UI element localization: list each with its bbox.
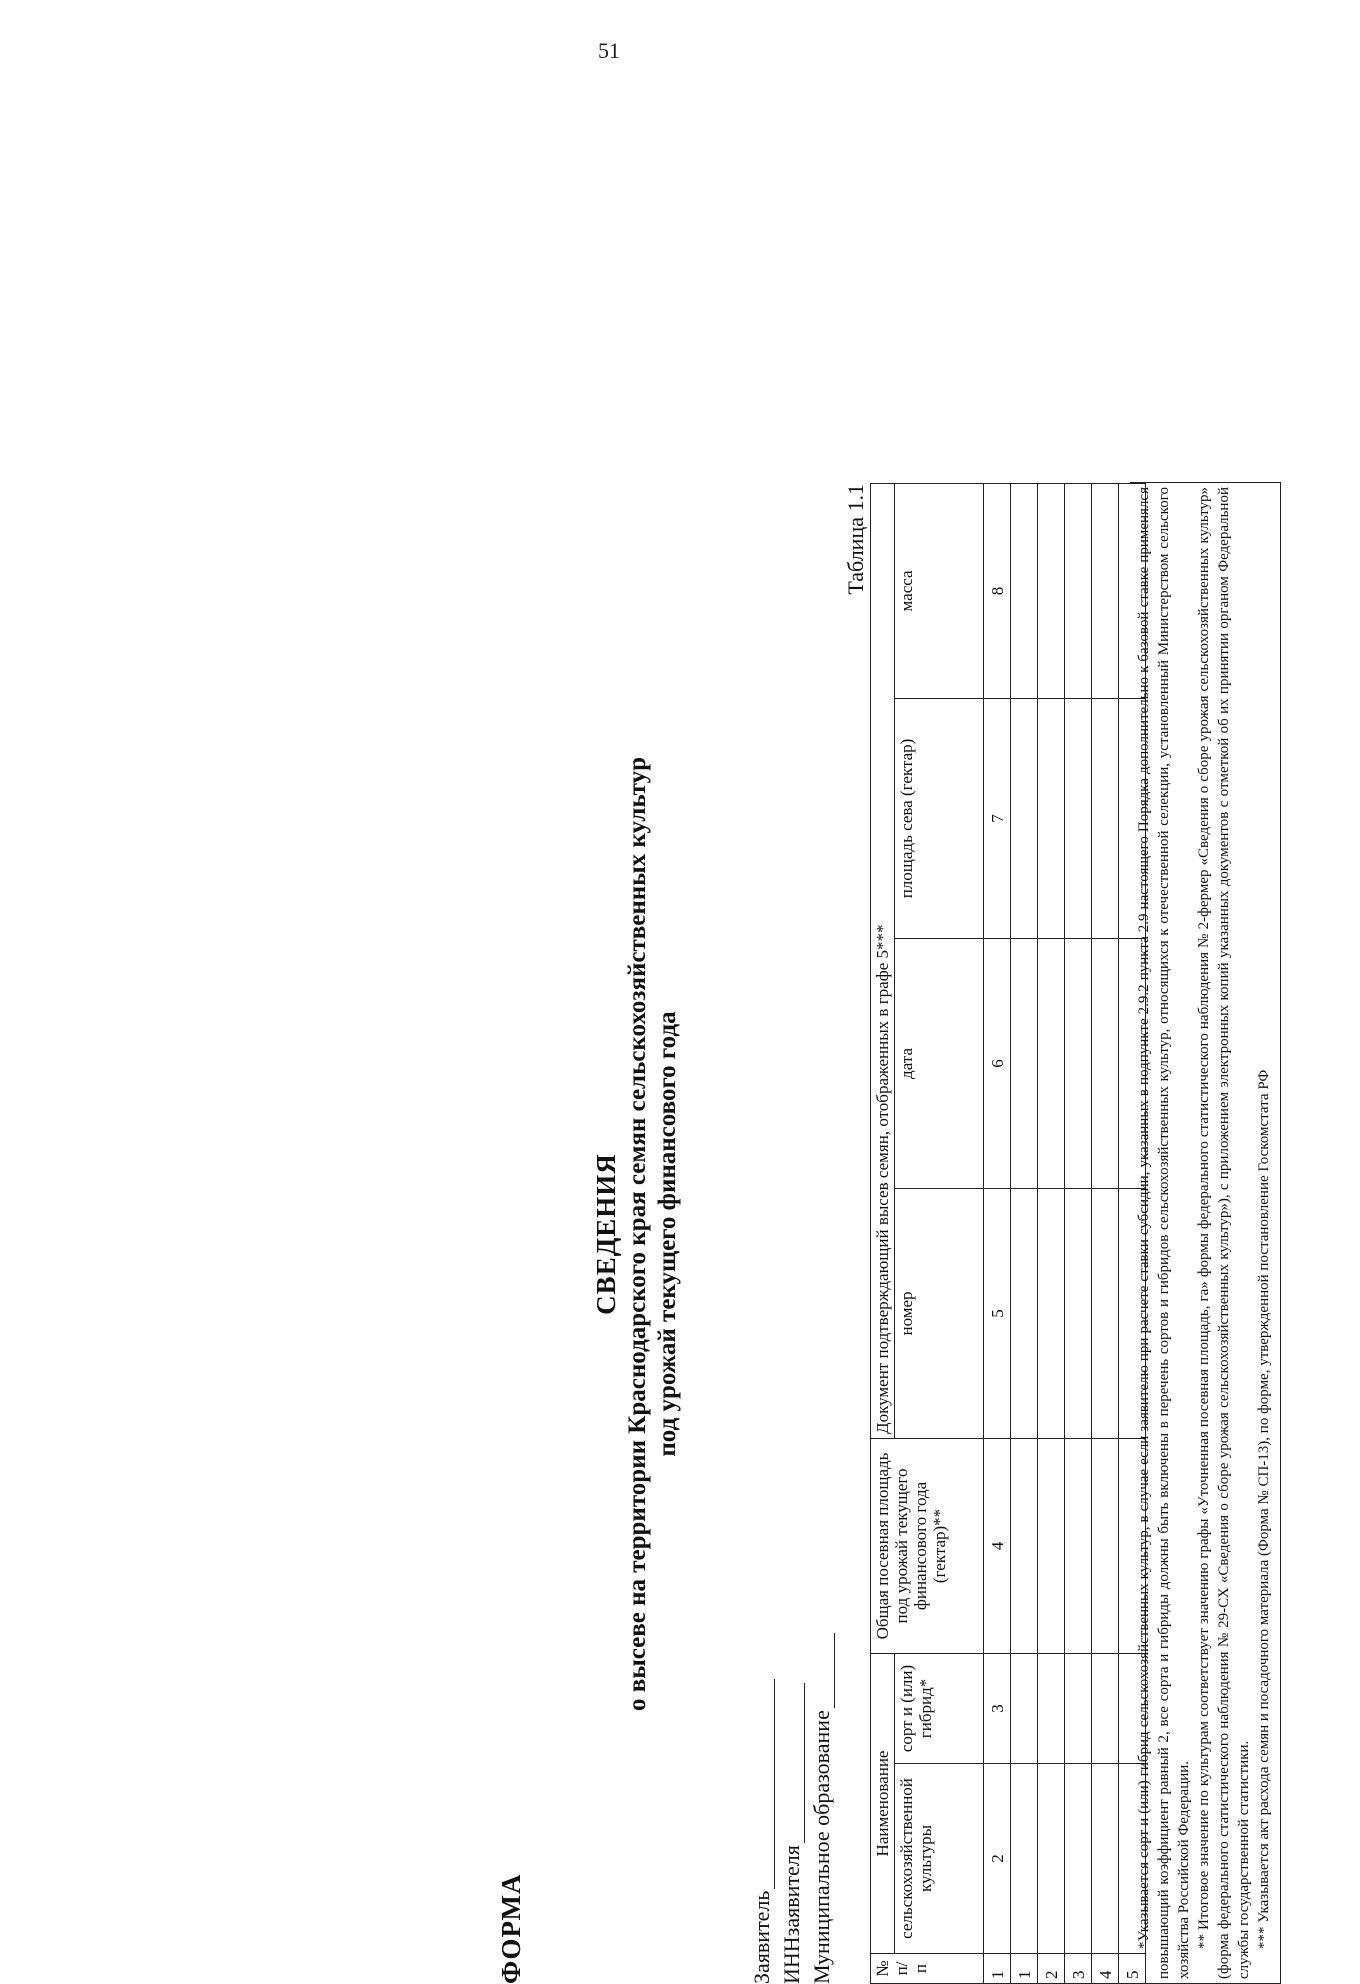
table-cell[interactable]	[1011, 1653, 1038, 1763]
applicant-row	[745, 1633, 775, 1984]
table-cell[interactable]	[1011, 938, 1038, 1188]
table-row	[1092, 483, 1119, 1983]
header-sowing-area: площадь сева (гектар)	[895, 698, 984, 938]
table-cell[interactable]	[1092, 698, 1119, 938]
header-crop: сельскохозяйственной культуры	[895, 1764, 984, 1954]
table-cell[interactable]	[1038, 938, 1065, 1188]
column-index: 2	[984, 1764, 1011, 1954]
table-row	[1038, 483, 1065, 1983]
footnote-1: *Указывается сорт и (или) гибрид сельскохозяйственных культур, в случае если заявителю при расчете ставки субсидии, указанных в подпункте 2.9.2 пункта 2.9 настоящего Порядка дополнительно к базовой ставке применялся повышающий коэффициент равный 2, все сорта и гибриды должны быть включены в перечень сортов и гибридов сельскохозяйственных культур, относящихся к отечественной селекции, установленный Министерством сельского хозяйства Российской Федерации.	[1136, 487, 1192, 1979]
table-cell[interactable]	[1065, 1764, 1092, 1954]
table-cell[interactable]	[1092, 1438, 1119, 1653]
applicant-field[interactable]	[752, 1679, 775, 1889]
title-line-1: СВЕДЕНИЯ	[591, 1153, 621, 1315]
applicant-fields	[745, 1633, 835, 1984]
table-cell[interactable]	[1092, 1188, 1119, 1438]
form-content	[440, 484, 1360, 1984]
municipality-row	[805, 1633, 835, 1984]
table-cell[interactable]	[1038, 1188, 1065, 1438]
column-index: 5	[984, 1188, 1011, 1438]
table-cell[interactable]	[1065, 698, 1092, 938]
table-cell[interactable]	[1092, 483, 1119, 698]
table-cell[interactable]	[1011, 483, 1038, 698]
row-number: 1	[1011, 1954, 1038, 1984]
table-cell[interactable]	[1038, 1438, 1065, 1653]
footnote-3: *** Указывается акт расхода семян и посадочного материала (Форма № СП-13), по форме, утвержденной постановление Госкомстата РФ	[1256, 1069, 1272, 1949]
column-index: 1	[984, 1954, 1011, 1984]
table-cell[interactable]	[1065, 1653, 1092, 1763]
table-cell[interactable]	[1092, 1764, 1119, 1954]
column-index: 8	[984, 483, 1011, 698]
applicant-label: Заявитель	[749, 1890, 774, 1984]
header-num: № п/п	[871, 1954, 984, 1984]
title-line-2: о высеве на территории Краснодарского края семян сельскохозяйственных культур	[624, 756, 651, 1712]
column-index: 4	[984, 1438, 1011, 1653]
column-index: 3	[984, 1653, 1011, 1763]
row-number: 5	[1119, 1954, 1146, 1984]
table-cell[interactable]	[1038, 1764, 1065, 1954]
header-variety: сорт и (или) гибрид*	[895, 1653, 984, 1763]
table-cell[interactable]	[1065, 1188, 1092, 1438]
inn-field[interactable]	[782, 1683, 805, 1843]
page-number: 51	[598, 38, 620, 63]
inn-row	[775, 1633, 805, 1984]
table-caption: Таблица 1.1	[843, 484, 868, 595]
table-cell[interactable]	[1038, 698, 1065, 938]
table-cell[interactable]	[1092, 938, 1119, 1188]
sowing-table	[870, 483, 1146, 1984]
header-document-group: Документ подтверждающий высев семян, отображенных в графе 5***	[871, 483, 895, 1438]
municipality-label: Муниципальное образование	[809, 1710, 834, 1984]
table-row	[1065, 483, 1092, 1983]
table-cell[interactable]	[1038, 1653, 1065, 1763]
table-cell[interactable]	[1011, 1438, 1038, 1653]
column-index: 7	[984, 698, 1011, 938]
row-number: 3	[1065, 1954, 1092, 1984]
table-row	[1011, 483, 1038, 1983]
table-cell[interactable]	[1011, 1188, 1038, 1438]
footnotes	[1130, 482, 1281, 1984]
header-total-area: Общая посевная площадь под урожай текущего финансового года (гектар)**	[871, 1438, 984, 1653]
row-number: 2	[1038, 1954, 1065, 1984]
table-cell[interactable]	[1038, 483, 1065, 698]
table-cell[interactable]	[1011, 698, 1038, 938]
column-index-row	[984, 483, 1011, 1983]
table-cell[interactable]	[1065, 1438, 1092, 1653]
row-number: 4	[1092, 1954, 1119, 1984]
column-index: 6	[984, 938, 1011, 1188]
table-cell[interactable]	[1092, 1653, 1119, 1763]
table-cell[interactable]	[1065, 938, 1092, 1188]
table-cell[interactable]	[1065, 483, 1092, 698]
header-doc-date: дата	[895, 938, 984, 1188]
title-line-3: под урожай текущего финансового года	[654, 1011, 681, 1457]
header-mass: масса	[895, 483, 984, 698]
inn-label: ИННзаявителя	[779, 1845, 804, 1984]
municipality-field[interactable]	[812, 1633, 835, 1708]
header-doc-number: номер	[895, 1188, 984, 1438]
footnote-2: ** Итоговое значение по культурам соответствует значению графы «Уточненная посевная площадь, га» формы федерального статистического наблюдения № 2-фермер «Сведения о сборе урожая сельскохозяйственных культур» (форма федерального статистического наблюдения № 29-СХ «Сведения о сборе урожая сельскохозяйственных культур»), с приложением электронных копий указанных документов с отметкой об их принятии органом Федеральной службы государственной статистики.	[1196, 487, 1252, 1979]
document-title	[590, 734, 683, 1734]
form-label: ФОРМА	[496, 1873, 526, 1984]
header-name-group: Наименование	[871, 1653, 895, 1953]
table-cell[interactable]	[1011, 1764, 1038, 1954]
